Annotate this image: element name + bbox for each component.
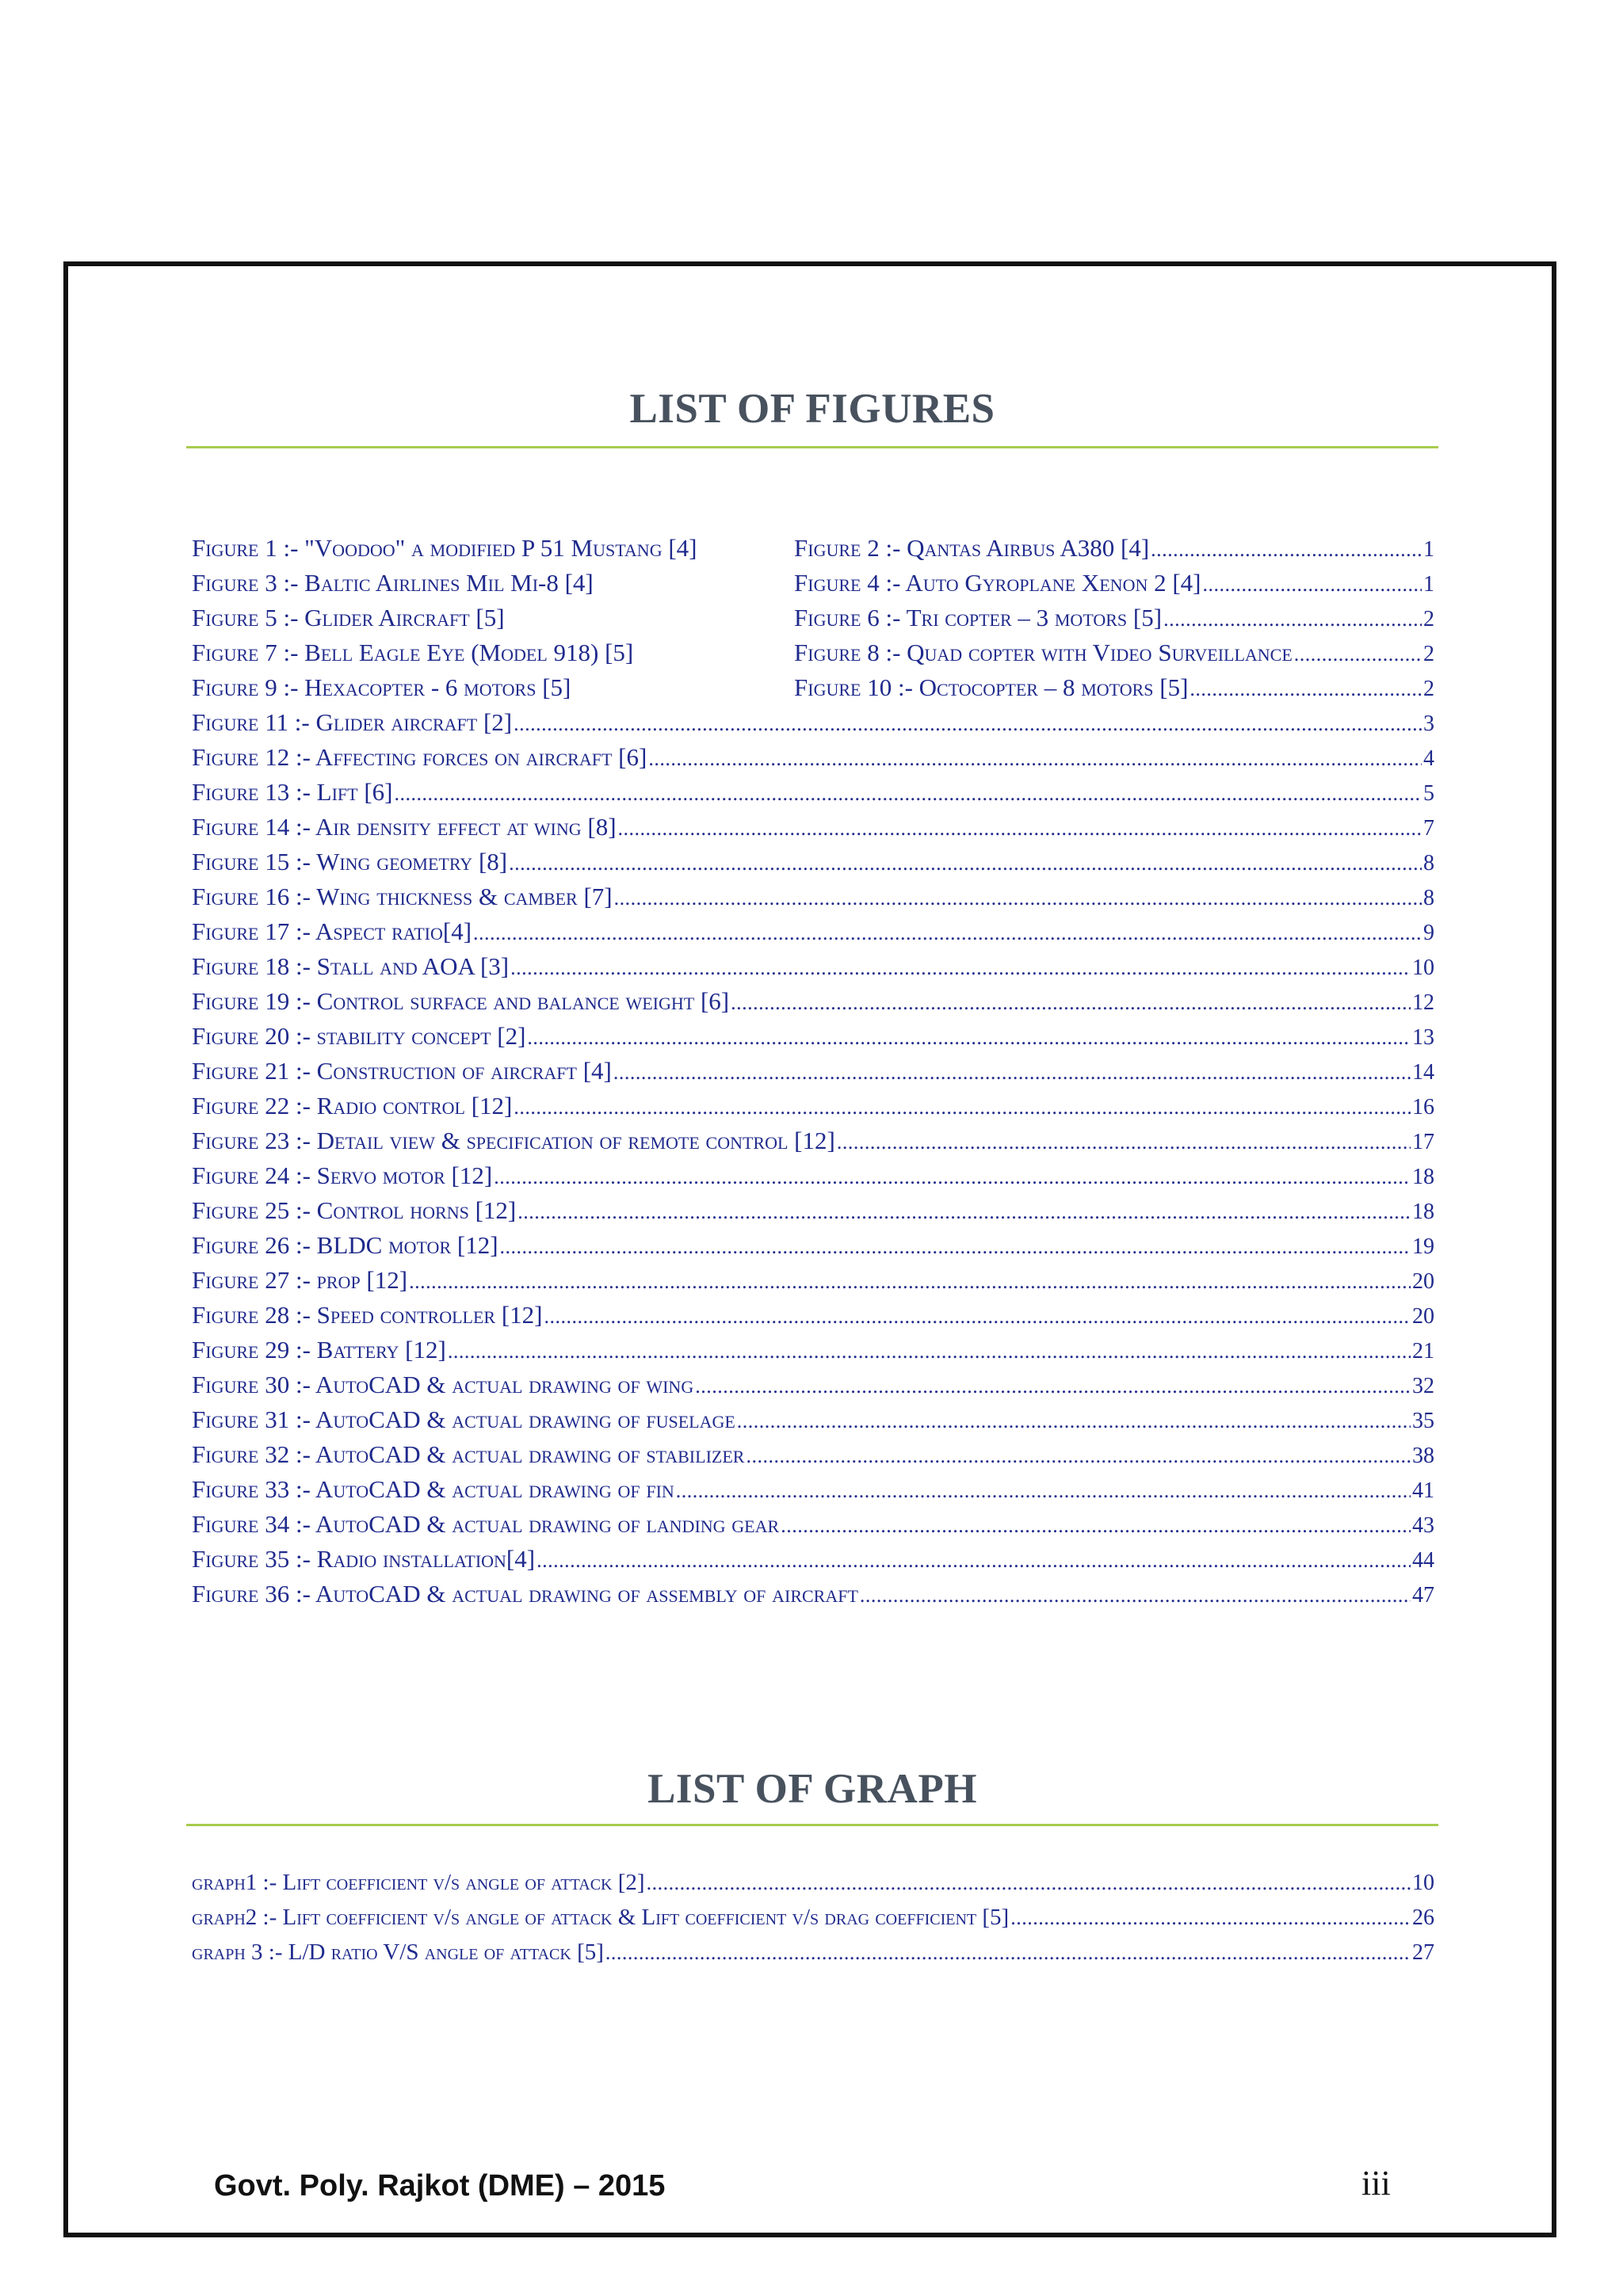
figure-entry-link[interactable] [794, 635, 1434, 670]
figure-entry-link[interactable] [192, 1228, 1434, 1263]
dot-leader [494, 1160, 1411, 1193]
figure-entry-link[interactable] [192, 1472, 1434, 1507]
figure-entry-page: 14 [1412, 1060, 1434, 1085]
figure-entry-page: 43 [1412, 1513, 1434, 1538]
footer-institution: Govt. Poly. Rajkot (DME) – 2015 [214, 2169, 666, 2203]
figure-entry-page: 18 [1412, 1199, 1434, 1224]
figure-pair-row [192, 635, 1434, 670]
graph-entry-page: 27 [1412, 1940, 1434, 1965]
figure-pairs-list [192, 531, 1434, 705]
dot-leader [647, 1866, 1411, 1900]
dot-leader [695, 1369, 1411, 1402]
figure-entry-page: 20 [1412, 1304, 1434, 1329]
figure-row [192, 1542, 1434, 1577]
figure-entry-link[interactable] [192, 531, 794, 566]
dot-leader [618, 811, 1422, 845]
figure-entry-link[interactable] [192, 775, 1434, 810]
figure-entry-link[interactable] [192, 1298, 1434, 1333]
dot-leader [837, 1125, 1411, 1158]
figures-heading: LIST OF FIGURES [629, 386, 995, 432]
figure-entry-title: Figure 9 :- Hexacopter - 6 motors [5] [192, 673, 571, 701]
figure-row [192, 949, 1434, 984]
figure-entry-link[interactable] [192, 635, 794, 670]
figure-entry-title: Figure 4 :- Auto Gyroplane Xenon 2 [4] [794, 569, 1201, 597]
figure-entry-page: 18 [1412, 1165, 1434, 1189]
figure-entry-page: 8 [1423, 851, 1434, 875]
figure-entry-page: 2 [1423, 642, 1434, 666]
figure-entry-title: Figure 15 :- Wing geometry [8] [192, 848, 508, 875]
dot-leader [648, 742, 1422, 775]
figure-entry-page: 35 [1412, 1409, 1434, 1433]
figure-entry-page: 1 [1423, 537, 1434, 562]
figure-entry-page: 5 [1423, 781, 1434, 806]
figure-pair-row [192, 670, 1434, 705]
figure-entry-title: Figure 27 :- prop [12] [192, 1266, 408, 1294]
figure-entry-page: 9 [1423, 921, 1434, 945]
figure-entry-title: Figure 14 :- Air density effect at wing [8] [192, 813, 617, 841]
figure-entry-page: 17 [1412, 1130, 1434, 1154]
dot-leader [1151, 532, 1422, 566]
dot-leader [746, 1439, 1411, 1472]
figure-row [192, 1333, 1434, 1367]
figure-entry-page: 44 [1412, 1548, 1434, 1573]
figure-entry-title: Figure 31 :- AutoCAD & actual drawing of fuselage [192, 1405, 735, 1433]
figure-entry-title: Figure 20 :- stability concept [2] [192, 1022, 526, 1050]
figure-row [192, 984, 1434, 1019]
figure-row [192, 1089, 1434, 1123]
dot-leader [500, 1230, 1411, 1263]
figure-pair-row [192, 531, 1434, 566]
figure-entry-title: Figure 11 :- Glider aircraft [2] [192, 708, 513, 736]
figure-row [192, 1367, 1434, 1402]
figure-row [192, 1123, 1434, 1158]
figure-entry-link[interactable] [192, 845, 1434, 879]
dot-leader [737, 1404, 1411, 1437]
figure-entry-page: 47 [1412, 1583, 1434, 1608]
dot-leader [517, 1195, 1411, 1228]
figure-entry-link[interactable] [192, 670, 794, 705]
figure-entry-page: 7 [1423, 816, 1434, 841]
graph-entry-page: 10 [1412, 1871, 1434, 1895]
figure-entry-page: 1 [1423, 572, 1434, 597]
figure-row [192, 1054, 1434, 1089]
figure-row [192, 914, 1434, 949]
graph-entry-link[interactable] [192, 1900, 1434, 1935]
figure-entry-title: Figure 24 :- Servo motor [12] [192, 1161, 493, 1189]
graph-list [192, 1865, 1434, 1970]
figure-entry-title: Figure 30 :- AutoCAD & actual drawing of wing [192, 1371, 694, 1398]
figure-entry-link[interactable] [192, 1054, 1434, 1089]
dot-leader [676, 1474, 1411, 1507]
graph-entry-title: graph1 :- Lift coefficient v/s angle of attack [2] [192, 1870, 645, 1895]
figure-entry-link[interactable] [192, 1123, 1434, 1158]
graph-entry-page: 26 [1412, 1905, 1434, 1930]
figure-entry-link[interactable] [192, 1263, 1434, 1298]
dot-leader [473, 916, 1422, 949]
figure-entry-link[interactable] [192, 1089, 1434, 1123]
figure-entry-link[interactable] [192, 1333, 1434, 1367]
figure-entry-title: Figure 23 :- Detail view & specification of remote control [12] [192, 1127, 835, 1154]
figure-entry-page: 13 [1412, 1025, 1434, 1050]
dot-leader [613, 1055, 1411, 1089]
figure-entry-title: Figure 28 :- Speed controller [12] [192, 1301, 543, 1329]
figure-row [192, 740, 1434, 775]
figure-entry-title: Figure 8 :- Quad copter with Video Surveillance [794, 639, 1293, 666]
figure-row [192, 775, 1434, 810]
dot-leader [527, 1020, 1411, 1054]
figure-entry-page: 12 [1412, 990, 1434, 1015]
figure-entry-page: 4 [1423, 746, 1434, 771]
figure-entry-title: Figure 29 :- Battery [12] [192, 1336, 446, 1363]
figure-entry-page: 8 [1423, 886, 1434, 910]
figure-entry-title: Figure 19 :- Control surface and balance weight [6] [192, 987, 730, 1015]
figure-row [192, 1263, 1434, 1298]
figure-entry-link[interactable] [192, 1019, 1434, 1054]
dot-leader [510, 951, 1411, 984]
graphs-heading: LIST OF GRAPH [647, 1766, 977, 1812]
figure-entry-page: 20 [1412, 1269, 1434, 1294]
dot-leader [409, 1264, 1411, 1298]
figure-row [192, 1193, 1434, 1228]
figure-entry-page: 19 [1412, 1234, 1434, 1259]
figure-row [192, 1298, 1434, 1333]
figure-entry-link[interactable] [192, 1158, 1434, 1193]
figure-row [192, 1402, 1434, 1437]
graph-entry-link[interactable] [192, 1935, 1434, 1970]
figure-row [192, 1507, 1434, 1542]
figure-entry-link[interactable] [192, 740, 1434, 775]
figure-entry-link[interactable] [794, 566, 1434, 601]
dot-leader [781, 1508, 1411, 1542]
dot-leader [614, 881, 1422, 914]
figure-entry-page: 21 [1412, 1339, 1434, 1363]
figure-entry-title: Figure 1 :- "Voodoo" a modified P 51 Mustang [4] [192, 534, 697, 562]
figure-entry-page: 41 [1412, 1478, 1434, 1503]
figure-pair-row [192, 566, 1434, 601]
figure-entry-title: Figure 32 :- AutoCAD & actual drawing of stabilizer [192, 1440, 745, 1468]
dot-leader [605, 1936, 1411, 1970]
figure-row [192, 705, 1434, 740]
figure-entry-link[interactable] [192, 914, 1434, 949]
figure-entry-title: Figure 26 :- BLDC motor [12] [192, 1231, 498, 1259]
figure-entry-link[interactable] [192, 1507, 1434, 1542]
figure-row [192, 1577, 1434, 1611]
dot-leader [544, 1299, 1411, 1333]
figure-entry-page: 10 [1412, 955, 1434, 980]
figure-entry-page: 2 [1423, 677, 1434, 701]
dot-leader [514, 707, 1422, 740]
figure-row [192, 1472, 1434, 1507]
dot-leader [1163, 602, 1422, 635]
graph-entry-link[interactable] [192, 1865, 1434, 1900]
figure-entry-link[interactable] [192, 1577, 1434, 1611]
figure-entry-link[interactable] [192, 705, 1434, 740]
figure-pair-row [192, 601, 1434, 635]
graph-entry-title: graph 3 :- L/D ratio V/S angle of attack [5] [192, 1939, 604, 1965]
figure-entry-title: Figure 35 :- Radio installation[4] [192, 1545, 536, 1573]
figure-row [192, 1158, 1434, 1193]
dot-leader [1010, 1901, 1411, 1935]
figure-entry-link[interactable] [192, 1193, 1434, 1228]
figure-entry-title: Figure 13 :- Lift [6] [192, 778, 393, 806]
figure-entry-title: Figure 22 :- Radio control [12] [192, 1092, 513, 1119]
figure-entry-title: Figure 3 :- Baltic Airlines Mil Mi-8 [4] [192, 569, 594, 597]
figure-entry-title: Figure 25 :- Control horns [12] [192, 1196, 517, 1224]
dot-leader [537, 1543, 1411, 1577]
dot-leader [448, 1334, 1411, 1367]
dot-leader [514, 1090, 1411, 1123]
figure-entry-link[interactable] [192, 566, 794, 601]
figure-entry-title: Figure 12 :- Affecting forces on aircraft [6] [192, 743, 647, 771]
figure-entry-page: 16 [1412, 1095, 1434, 1119]
figure-row [192, 1019, 1434, 1054]
figure-entry-title: Figure 6 :- Tri copter – 3 motors [5] [794, 604, 1163, 631]
figure-entry-link[interactable] [192, 1542, 1434, 1577]
figure-entry-title: Figure 21 :- Construction of aircraft [4] [192, 1057, 612, 1085]
figure-entry-title: Figure 7 :- Bell Eagle Eye (Model 918) [5] [192, 639, 634, 666]
figure-row [192, 1437, 1434, 1472]
graph-row [192, 1865, 1434, 1900]
figure-row [192, 845, 1434, 879]
figure-row [192, 810, 1434, 845]
graph-row [192, 1935, 1434, 1970]
figure-entry-link[interactable] [192, 1437, 1434, 1472]
dot-leader [1203, 567, 1423, 601]
figure-entry-page: 2 [1423, 607, 1434, 631]
figure-entry-title: Figure 34 :- AutoCAD & actual drawing of landing gear [192, 1510, 780, 1538]
dot-leader [860, 1578, 1411, 1611]
figure-entry-link[interactable] [794, 601, 1434, 635]
figure-entry-link[interactable] [794, 531, 1434, 566]
figure-entry-link[interactable] [192, 879, 1434, 914]
dot-leader [394, 776, 1422, 810]
figure-entry-link[interactable] [192, 949, 1434, 984]
figure-list [192, 705, 1434, 1611]
figure-entry-title: Figure 36 :- AutoCAD & actual drawing of assembly of aircraft [192, 1580, 858, 1608]
figure-row [192, 1228, 1434, 1263]
figure-entry-title: Figure 2 :- Qantas Airbus A380 [4] [794, 534, 1150, 562]
figure-entry-page: 32 [1412, 1374, 1434, 1398]
figure-entry-title: Figure 10 :- Octocopter – 8 motors [5] [794, 673, 1189, 701]
dot-leader [509, 846, 1422, 879]
figure-entry-link[interactable] [192, 1402, 1434, 1437]
figure-entry-page: 38 [1412, 1444, 1434, 1468]
dot-leader [1294, 637, 1422, 670]
graph-entry-title: graph2 :- Lift coefficient v/s angle of attack & Lift coefficient v/s drag coefficient [5] [192, 1905, 1010, 1930]
figure-entry-title: Figure 16 :- Wing thickness & camber [7] [192, 883, 613, 910]
figure-entry-title: Figure 5 :- Glider Aircraft [5] [192, 604, 505, 631]
figure-entry-link[interactable] [192, 1367, 1434, 1402]
dot-leader [731, 986, 1411, 1019]
graph-row [192, 1900, 1434, 1935]
figure-entry-page: 3 [1423, 711, 1434, 736]
figure-entry-link[interactable] [192, 984, 1434, 1019]
figure-entry-title: Figure 18 :- Stall and AOA [3] [192, 952, 510, 980]
figure-entry-title: Figure 33 :- AutoCAD & actual drawing of fin [192, 1475, 674, 1503]
figure-entry-link[interactable] [794, 670, 1434, 705]
footer-page-number: iii [1361, 2164, 1391, 2203]
dot-leader [1190, 672, 1422, 705]
graphs-heading-rule [186, 1824, 1438, 1826]
figure-entry-link[interactable] [192, 810, 1434, 845]
figure-row [192, 879, 1434, 914]
figure-entry-link[interactable] [192, 601, 794, 635]
figure-entry-title: Figure 17 :- Aspect ratio[4] [192, 917, 472, 945]
figures-heading-rule [186, 446, 1438, 448]
